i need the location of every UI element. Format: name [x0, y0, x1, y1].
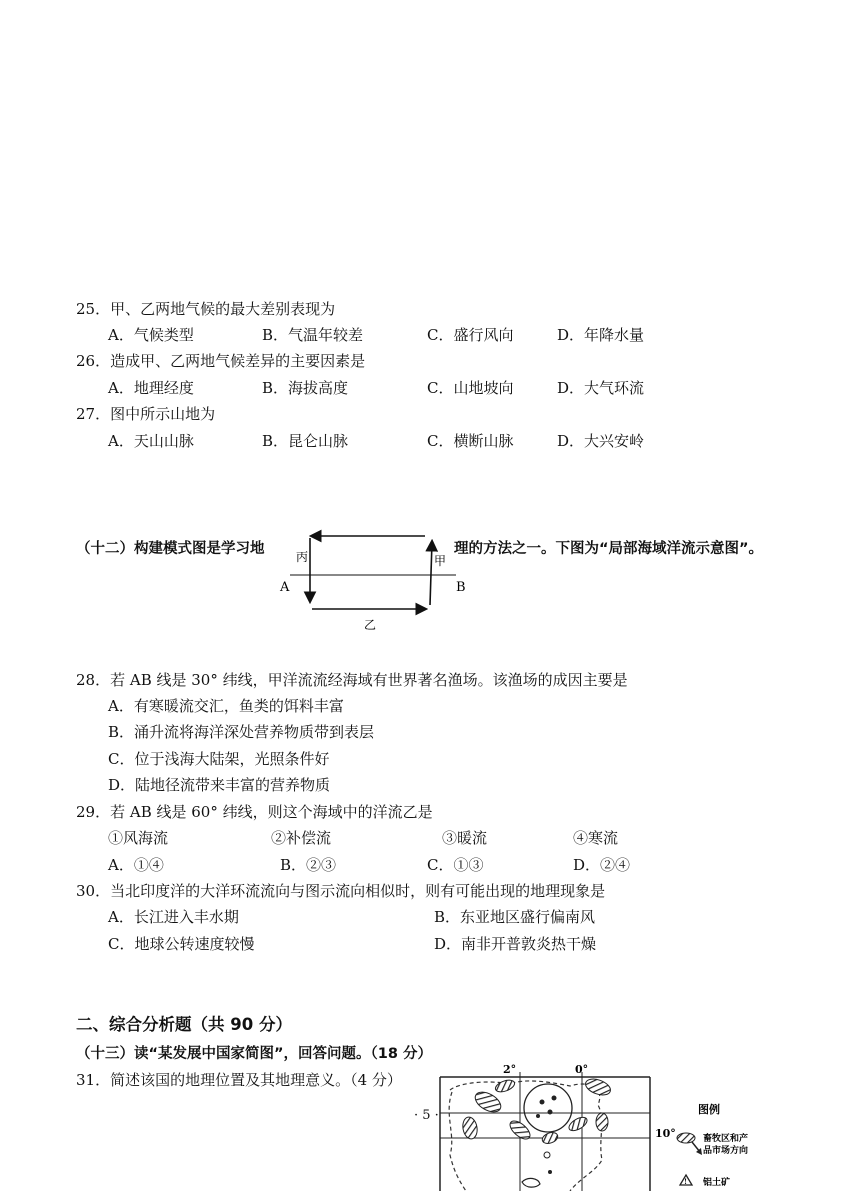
- legend-pasture-label-1: 畜牧区和产: [703, 1134, 749, 1144]
- part2-heading: 二、综合分析题（共 90 分）: [76, 1015, 292, 1034]
- section12-intro-right: 理的方法之一。下图为“局部海域洋流示意图”。: [454, 541, 764, 557]
- section12-intro-left: （十二）构建模式图是学习地: [76, 541, 265, 557]
- q29-option-a: A．①④: [108, 856, 164, 874]
- q27-option-c: C．横断山脉: [427, 432, 514, 450]
- q27-option-d: D．大兴安岭: [557, 432, 645, 450]
- pasture-area-7: [461, 1116, 479, 1140]
- svg-text:!: !: [684, 1177, 688, 1186]
- q28-option-b: B．涌升流将海洋深处营养物质带到表层: [108, 723, 375, 741]
- label-bing: 丙: [296, 550, 309, 564]
- q29-item-1: ①风海流: [108, 829, 169, 847]
- pasture-area-2: [494, 1078, 516, 1094]
- q25-option-b: B．气温年较差: [262, 326, 364, 344]
- q26-option-c: C．山地坡向: [427, 379, 514, 397]
- q25-stem: 25．甲、乙两地气候的最大差别表现为: [76, 300, 336, 318]
- q29-stem: 29．若 AB 线是 60° 纬线，则这个海域中的洋流乙是: [76, 803, 433, 821]
- q29-option-c: C．①③: [427, 856, 484, 874]
- pasture-area-1: [472, 1088, 504, 1116]
- legend-pasture-swatch: [677, 1133, 695, 1143]
- lon-label-2: 2°: [503, 1063, 517, 1076]
- label-b: B: [456, 580, 466, 595]
- jia-current-arrow: [430, 542, 432, 605]
- q27-option-b: B．昆仑山脉: [262, 432, 349, 450]
- label-yi: 乙: [364, 618, 377, 632]
- lon-label-0: 0°: [575, 1063, 589, 1076]
- q30-option-a: A．长江进入丰水期: [108, 908, 239, 926]
- page-number: · 5 ·: [414, 1108, 439, 1123]
- q30-option-c: C．地球公转速度较慢: [108, 935, 255, 953]
- q28-option-c: C．位于浅海大陆架，光照条件好: [108, 750, 330, 768]
- label-jia: 甲: [434, 554, 447, 568]
- pasture-area-6: [541, 1131, 559, 1146]
- q28-option-a: A．有寒暖流交汇，鱼类的饵料丰富: [108, 697, 344, 715]
- q28-option-d: D．陆地径流带来丰富的营养物质: [108, 776, 331, 794]
- q29-option-b: B．②③: [280, 856, 337, 874]
- q30-option-d: D．南非开普敦炎热干燥: [434, 935, 597, 953]
- q25-option-c: C．盛行风向: [427, 326, 514, 344]
- ocean-current-diagram: [270, 525, 480, 635]
- q26-option-a: A．地理经度: [108, 379, 194, 397]
- pasture-area-8: [596, 1113, 608, 1131]
- q26-option-d: D．大气环流: [557, 379, 645, 397]
- q27-stem: 27．图中所示山地为: [76, 405, 216, 423]
- q29-item-3: ③暖流: [442, 829, 488, 847]
- legend-title: 图例: [698, 1103, 720, 1116]
- q25-option-d: D．年降水量: [557, 326, 645, 344]
- label-a: A: [280, 580, 290, 595]
- q28-stem: 28．若 AB 线是 30° 纬线，甲洋流流经海域有世界著名渔场。该渔场的成因主要是: [76, 671, 628, 689]
- country-map: [430, 1060, 790, 1191]
- q27-option-a: A．天山山脉: [108, 432, 194, 450]
- q29-item-2: ②补偿流: [271, 829, 332, 847]
- pasture-area-3: [583, 1076, 612, 1098]
- q31-stem: 31．简述该国的地理位置及其地理意义。（4 分）: [76, 1071, 402, 1089]
- q25-option-a: A．气候类型: [108, 326, 194, 344]
- q29-item-4: ④寒流: [573, 829, 619, 847]
- capital-circle: [524, 1084, 572, 1132]
- q30-option-b: B．东亚地区盛行偏南风: [434, 908, 596, 926]
- q26-stem: 26．造成甲、乙两地气候差异的主要因素是: [76, 352, 366, 370]
- section13-heading: （十三）读“某发展中国家简图”，回答问题。（18 分）: [76, 1046, 433, 1062]
- q29-option-d: D．②④: [573, 856, 631, 874]
- lat-label-10: 10°: [655, 1127, 676, 1140]
- legend-pasture-label-2: 品市场方向: [703, 1146, 749, 1156]
- legend-bauxite-label: 铝土矿: [703, 1178, 731, 1188]
- q26-option-b: B．海拔高度: [262, 379, 349, 397]
- q30-stem: 30．当北印度洋的大洋环流流向与图示流向相似时，则有可能出现的地理现象是: [76, 882, 606, 900]
